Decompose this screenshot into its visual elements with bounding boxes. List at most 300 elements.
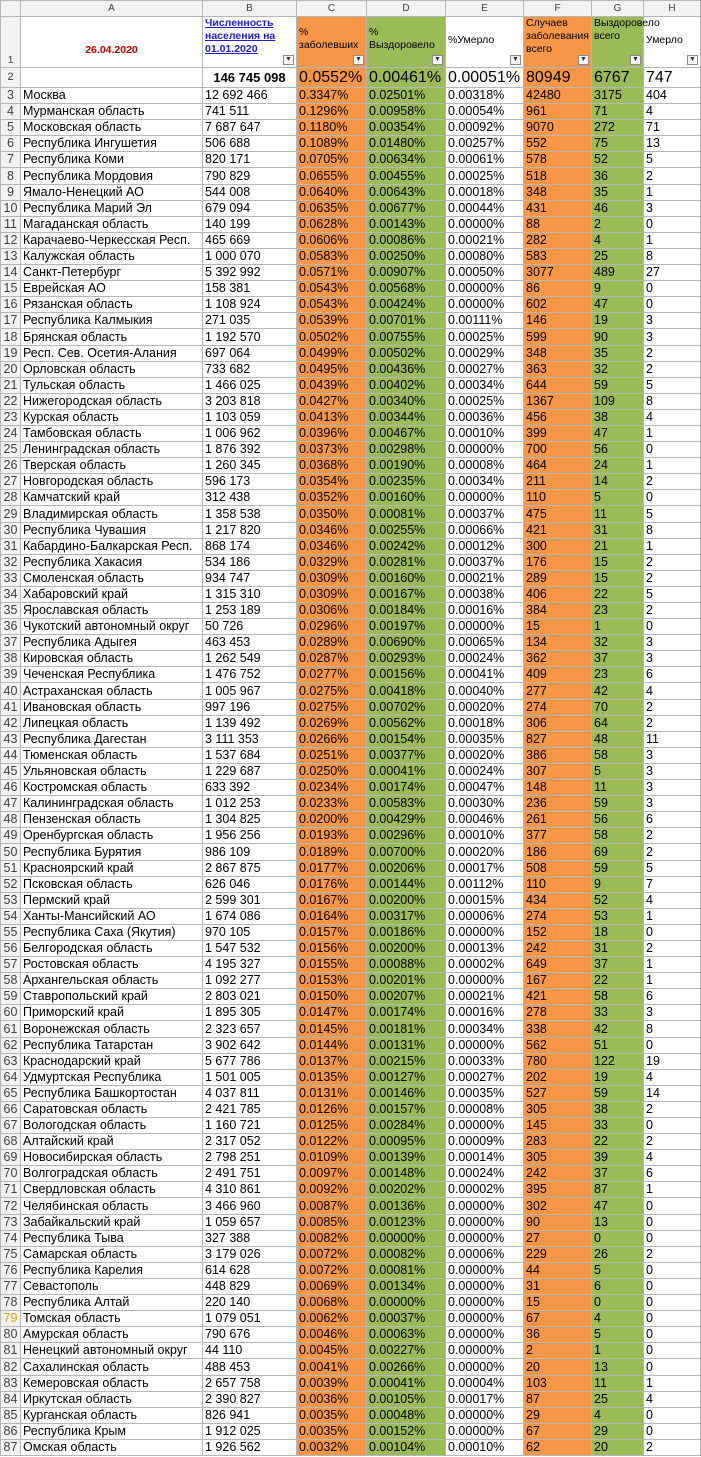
row-number[interactable]: 39	[1, 667, 21, 683]
row-number[interactable]: 78	[1, 1295, 21, 1311]
population-cell[interactable]: 4 195 327	[203, 957, 297, 973]
cases-cell[interactable]: 15	[524, 1295, 592, 1311]
region-name[interactable]: Мурманская область	[21, 104, 203, 120]
row-number[interactable]: 12	[1, 232, 21, 248]
population-cell[interactable]: 1 012 253	[203, 796, 297, 812]
population-cell[interactable]: 934 747	[203, 570, 297, 586]
population-cell[interactable]: 4 037 811	[203, 1085, 297, 1101]
population-cell[interactable]: 790 829	[203, 168, 297, 184]
pct-died-cell[interactable]: 0.00065%	[446, 635, 524, 651]
cases-cell[interactable]: 274	[524, 908, 592, 924]
population-cell[interactable]: 1 103 059	[203, 409, 297, 425]
pct-infected-cell[interactable]: 0.0131%	[297, 1085, 367, 1101]
cases-cell[interactable]: 599	[524, 329, 592, 345]
cases-cell[interactable]: 338	[524, 1021, 592, 1037]
recovered-cell[interactable]: 1	[592, 1343, 644, 1359]
cases-cell[interactable]: 90	[524, 1214, 592, 1230]
row-number[interactable]: 17	[1, 313, 21, 329]
pct-recovered-cell[interactable]: 0.00086%	[367, 232, 446, 248]
pct-recovered-cell[interactable]: 0.00284%	[367, 1118, 446, 1134]
died-cell[interactable]: 3	[644, 329, 701, 345]
died-cell[interactable]: 0	[644, 1198, 701, 1214]
recovered-cell[interactable]: 70	[592, 699, 644, 715]
pct-recovered-cell[interactable]: 0.00298%	[367, 442, 446, 458]
pct-infected-cell[interactable]: 0.0543%	[297, 297, 367, 313]
pct-infected-cell[interactable]: 0.0176%	[297, 876, 367, 892]
region-name[interactable]: Оренбургская область	[21, 828, 203, 844]
row-number[interactable]: 21	[1, 377, 21, 393]
region-name[interactable]: Кемеровская область	[21, 1375, 203, 1391]
died-cell[interactable]: 3	[644, 763, 701, 779]
died-cell[interactable]: 5	[644, 506, 701, 522]
row-number[interactable]: 61	[1, 1021, 21, 1037]
column-header-g[interactable]: G	[592, 1, 644, 17]
recovered-cell[interactable]: 35	[592, 184, 644, 200]
died-cell[interactable]: 1	[644, 1182, 701, 1198]
population-cell[interactable]: 3 203 818	[203, 393, 297, 409]
cases-cell[interactable]: 306	[524, 715, 592, 731]
died-cell[interactable]: 2	[644, 1246, 701, 1262]
died-cell[interactable]: 27	[644, 265, 701, 281]
row-number[interactable]: 38	[1, 651, 21, 667]
row-number[interactable]: 11	[1, 216, 21, 232]
recovered-cell[interactable]: 14	[592, 474, 644, 490]
died-cell[interactable]: 0	[644, 1327, 701, 1343]
recovered-cell[interactable]: 48	[592, 731, 644, 747]
pct-recovered-cell[interactable]: 0.00583%	[367, 796, 446, 812]
recovered-cell[interactable]: 47	[592, 1198, 644, 1214]
pct-died-cell[interactable]: 0.00015%	[446, 892, 524, 908]
pct-died-cell[interactable]: 0.00037%	[446, 506, 524, 522]
pct-died-cell[interactable]: 0.00014%	[446, 1150, 524, 1166]
recovered-cell[interactable]: 37	[592, 651, 644, 667]
region-name[interactable]: Орловская область	[21, 361, 203, 377]
dropdown-arrow-icon[interactable]: ▼	[432, 55, 443, 65]
pct-infected-cell[interactable]: 0.0352%	[297, 490, 367, 506]
pct-infected-cell[interactable]: 0.0499%	[297, 345, 367, 361]
died-cell[interactable]: 0	[644, 1278, 701, 1294]
pct-died-cell[interactable]: 0.00034%	[446, 474, 524, 490]
region-name[interactable]: Чеченская Республика	[21, 667, 203, 683]
row-number[interactable]: 79	[1, 1311, 21, 1327]
recovered-cell[interactable]: 11	[592, 1375, 644, 1391]
population-cell[interactable]: 2 798 251	[203, 1150, 297, 1166]
cases-cell[interactable]: 300	[524, 538, 592, 554]
pct-died-cell[interactable]: 0.00000%	[446, 1230, 524, 1246]
pct-recovered-cell[interactable]: 0.00088%	[367, 957, 446, 973]
row-number[interactable]: 87	[1, 1439, 21, 1455]
pct-recovered-cell[interactable]: 0.00148%	[367, 1166, 446, 1182]
died-cell[interactable]: 1	[644, 425, 701, 441]
region-name[interactable]: Республика Тыва	[21, 1230, 203, 1246]
pct-died-cell[interactable]: 0.00025%	[446, 393, 524, 409]
died-cell[interactable]: 2	[644, 345, 701, 361]
cases-cell[interactable]: 305	[524, 1150, 592, 1166]
region-name[interactable]: Республика Карелия	[21, 1262, 203, 1278]
pct-recovered-cell[interactable]: 0.00081%	[367, 506, 446, 522]
row-number[interactable]: 45	[1, 763, 21, 779]
cases-cell[interactable]: 88	[524, 216, 592, 232]
region-name[interactable]: Астраханская область	[21, 683, 203, 699]
total-cases[interactable]: 80949	[524, 68, 592, 88]
recovered-cell[interactable]: 32	[592, 635, 644, 651]
row-number[interactable]: 65	[1, 1085, 21, 1101]
died-cell[interactable]: 1	[644, 458, 701, 474]
region-name[interactable]: Иркутская область	[21, 1391, 203, 1407]
recovered-cell[interactable]: 4	[592, 1311, 644, 1327]
pct-infected-cell[interactable]: 0.0628%	[297, 216, 367, 232]
region-name[interactable]: Волгоградская область	[21, 1166, 203, 1182]
pct-recovered-cell[interactable]: 0.00502%	[367, 345, 446, 361]
region-name[interactable]: Московская область	[21, 120, 203, 136]
pct-infected-header[interactable]	[297, 17, 367, 68]
pct-died-cell[interactable]: 0.00018%	[446, 184, 524, 200]
pct-recovered-cell[interactable]: 0.00184%	[367, 603, 446, 619]
population-cell[interactable]: 465 669	[203, 232, 297, 248]
region-name[interactable]: Республика Марий Эл	[21, 200, 203, 216]
pct-infected-cell[interactable]: 0.0655%	[297, 168, 367, 184]
row-number[interactable]: 55	[1, 924, 21, 940]
died-cell[interactable]: 0	[644, 1423, 701, 1439]
cases-cell[interactable]: 176	[524, 554, 592, 570]
recovered-cell[interactable]: 56	[592, 812, 644, 828]
cases-cell[interactable]: 578	[524, 152, 592, 168]
population-cell[interactable]: 140 199	[203, 216, 297, 232]
region-name[interactable]: Вологодская область	[21, 1118, 203, 1134]
column-header-d[interactable]: D	[367, 1, 446, 17]
pct-infected-cell[interactable]: 0.0068%	[297, 1295, 367, 1311]
pct-infected-cell[interactable]: 0.0144%	[297, 1037, 367, 1053]
pct-recovered-cell[interactable]: 0.00354%	[367, 120, 446, 136]
pct-died-cell[interactable]: 0.00000%	[446, 924, 524, 940]
pct-recovered-cell[interactable]: 0.00227%	[367, 1343, 446, 1359]
row-number[interactable]: 43	[1, 731, 21, 747]
population-cell[interactable]: 626 046	[203, 876, 297, 892]
population-cell[interactable]: 220 140	[203, 1295, 297, 1311]
pct-died-cell[interactable]: 0.00010%	[446, 828, 524, 844]
pct-recovered-cell[interactable]: 0.00104%	[367, 1439, 446, 1455]
region-name[interactable]: Ненецкий автономный округ	[21, 1343, 203, 1359]
region-name[interactable]: Смоленская область	[21, 570, 203, 586]
died-cell[interactable]: 2	[644, 1439, 701, 1455]
recovered-cell[interactable]: 21	[592, 538, 644, 554]
pct-died-cell[interactable]: 0.00006%	[446, 908, 524, 924]
recovered-cell[interactable]: 39	[592, 1150, 644, 1166]
population-header[interactable]	[203, 17, 297, 68]
population-cell[interactable]: 534 186	[203, 554, 297, 570]
population-cell[interactable]: 1 006 962	[203, 425, 297, 441]
population-cell[interactable]: 1 926 562	[203, 1439, 297, 1455]
region-name[interactable]: Респ. Сев. Осетия-Алания	[21, 345, 203, 361]
pct-recovered-cell[interactable]: 0.00340%	[367, 393, 446, 409]
totals-empty-cell[interactable]	[21, 68, 203, 88]
row-number[interactable]: 59	[1, 989, 21, 1005]
row-number[interactable]: 52	[1, 876, 21, 892]
cases-cell[interactable]: 278	[524, 1005, 592, 1021]
cases-cell[interactable]: 305	[524, 1101, 592, 1117]
pct-died-cell[interactable]: 0.00257%	[446, 136, 524, 152]
pct-died-cell[interactable]: 0.00080%	[446, 248, 524, 264]
pct-infected-cell[interactable]: 0.0137%	[297, 1053, 367, 1069]
region-name[interactable]: Пермский край	[21, 892, 203, 908]
row-number[interactable]: 44	[1, 747, 21, 763]
row-number[interactable]: 49	[1, 828, 21, 844]
row-number[interactable]: 37	[1, 635, 21, 651]
recovered-cell[interactable]: 5	[592, 1327, 644, 1343]
died-cell[interactable]: 4	[644, 892, 701, 908]
pct-died-cell[interactable]: 0.00000%	[446, 1262, 524, 1278]
recovered-cell[interactable]: 0	[592, 1230, 644, 1246]
recovered-cell[interactable]: 53	[592, 908, 644, 924]
died-cell[interactable]: 2	[644, 699, 701, 715]
pct-recovered-cell[interactable]: 0.00041%	[367, 1375, 446, 1391]
row-number[interactable]: 51	[1, 860, 21, 876]
row-number[interactable]: 66	[1, 1101, 21, 1117]
pct-infected-cell[interactable]: 0.0069%	[297, 1278, 367, 1294]
pct-infected-cell[interactable]: 0.0092%	[297, 1182, 367, 1198]
died-cell[interactable]: 3	[644, 780, 701, 796]
region-name[interactable]: Республика Мордовия	[21, 168, 203, 184]
pct-recovered-cell[interactable]: 0.00235%	[367, 474, 446, 490]
report-date[interactable]: 26.04.2020	[21, 17, 203, 68]
recovered-cell[interactable]: 19	[592, 313, 644, 329]
recovered-cell[interactable]: 52	[592, 152, 644, 168]
cases-cell[interactable]: 302	[524, 1198, 592, 1214]
pct-infected-cell[interactable]: 0.0233%	[297, 796, 367, 812]
population-cell[interactable]: 3 179 026	[203, 1246, 297, 1262]
region-name[interactable]: Республика Коми	[21, 152, 203, 168]
recovered-cell[interactable]: 46	[592, 200, 644, 216]
pct-died-cell[interactable]: 0.00006%	[446, 1246, 524, 1262]
population-cell[interactable]: 596 173	[203, 474, 297, 490]
pct-infected-cell[interactable]: 0.0275%	[297, 699, 367, 715]
population-cell[interactable]: 3 902 642	[203, 1037, 297, 1053]
pct-recovered-cell[interactable]: 0.00167%	[367, 586, 446, 602]
cases-cell[interactable]: 211	[524, 474, 592, 490]
row-number[interactable]: 6	[1, 136, 21, 152]
pct-recovered-cell[interactable]: 0.00000%	[367, 1295, 446, 1311]
pct-died-cell[interactable]: 0.00047%	[446, 780, 524, 796]
pct-recovered-cell[interactable]: 0.00242%	[367, 538, 446, 554]
population-cell[interactable]: 5 392 992	[203, 265, 297, 281]
died-cell[interactable]: 8	[644, 393, 701, 409]
row-number[interactable]: 15	[1, 281, 21, 297]
row-number[interactable]: 74	[1, 1230, 21, 1246]
region-name[interactable]: Воронежская область	[21, 1021, 203, 1037]
pct-infected-cell[interactable]: 0.0157%	[297, 924, 367, 940]
pct-infected-cell[interactable]: 0.0571%	[297, 265, 367, 281]
recovered-cell[interactable]: 9	[592, 876, 644, 892]
pct-infected-cell[interactable]: 0.0046%	[297, 1327, 367, 1343]
population-cell[interactable]: 1 229 687	[203, 763, 297, 779]
cases-cell[interactable]: 145	[524, 1118, 592, 1134]
population-cell[interactable]: 2 599 301	[203, 892, 297, 908]
pct-recovered-cell[interactable]: 0.00174%	[367, 780, 446, 796]
row-number[interactable]: 19	[1, 345, 21, 361]
pct-recovered-cell[interactable]: 0.00202%	[367, 1182, 446, 1198]
cases-cell[interactable]: 146	[524, 313, 592, 329]
region-name[interactable]: Липецкая область	[21, 715, 203, 731]
cases-cell[interactable]: 508	[524, 860, 592, 876]
pct-recovered-cell[interactable]: 0.00201%	[367, 973, 446, 989]
pct-died-cell[interactable]: 0.00000%	[446, 1214, 524, 1230]
pct-infected-cell[interactable]: 0.0306%	[297, 603, 367, 619]
recovered-cell[interactable]: 4	[592, 232, 644, 248]
cases-cell[interactable]: 421	[524, 989, 592, 1005]
region-name[interactable]: Санкт-Петербург	[21, 265, 203, 281]
pct-recovered-cell[interactable]: 0.00402%	[367, 377, 446, 393]
dropdown-arrow-icon[interactable]: ▼	[578, 55, 589, 65]
cases-cell[interactable]: 464	[524, 458, 592, 474]
pct-infected-cell[interactable]: 0.0125%	[297, 1118, 367, 1134]
column-header-b[interactable]: B	[203, 1, 297, 17]
region-name[interactable]: Республика Ингушетия	[21, 136, 203, 152]
cases-cell[interactable]: 202	[524, 1069, 592, 1085]
pct-died-cell[interactable]: 0.00035%	[446, 1085, 524, 1101]
died-cell[interactable]: 404	[644, 88, 701, 104]
population-cell[interactable]: 1 358 538	[203, 506, 297, 522]
pct-infected-cell[interactable]: 0.0045%	[297, 1343, 367, 1359]
population-cell[interactable]: 1 005 967	[203, 683, 297, 699]
pct-infected-cell[interactable]: 0.1296%	[297, 104, 367, 120]
population-cell[interactable]: 1 466 025	[203, 377, 297, 393]
pct-died-cell[interactable]: 0.00061%	[446, 152, 524, 168]
region-name[interactable]: Калининградская область	[21, 796, 203, 812]
pct-recovered-cell[interactable]: 0.00181%	[367, 1021, 446, 1037]
cases-cell[interactable]: 27	[524, 1230, 592, 1246]
cases-cell[interactable]: 167	[524, 973, 592, 989]
cases-cell[interactable]: 780	[524, 1053, 592, 1069]
pct-recovered-cell[interactable]: 0.00157%	[367, 1101, 446, 1117]
died-cell[interactable]: 0	[644, 216, 701, 232]
died-cell[interactable]: 6	[644, 667, 701, 683]
population-cell[interactable]: 271 035	[203, 313, 297, 329]
pct-died-cell[interactable]: 0.00000%	[446, 1407, 524, 1423]
pct-infected-cell[interactable]: 0.0164%	[297, 908, 367, 924]
pct-died-cell[interactable]: 0.00024%	[446, 651, 524, 667]
region-name[interactable]: Тамбовская область	[21, 425, 203, 441]
region-name[interactable]: Владимирская область	[21, 506, 203, 522]
pct-recovered-cell[interactable]: 0.00215%	[367, 1053, 446, 1069]
died-cell[interactable]: 6	[644, 989, 701, 1005]
pct-died-cell[interactable]: 0.00092%	[446, 120, 524, 136]
pct-infected-cell[interactable]: 0.0041%	[297, 1359, 367, 1375]
died-header[interactable]	[644, 17, 701, 68]
population-cell[interactable]: 697 064	[203, 345, 297, 361]
row-number[interactable]: 82	[1, 1359, 21, 1375]
region-name[interactable]: Сахалинская область	[21, 1359, 203, 1375]
dropdown-arrow-icon[interactable]: ▼	[687, 55, 698, 65]
region-name[interactable]: Еврейская АО	[21, 281, 203, 297]
row-number[interactable]: 67	[1, 1118, 21, 1134]
died-cell[interactable]: 4	[644, 683, 701, 699]
recovered-cell[interactable]: 56	[592, 442, 644, 458]
row-number[interactable]: 41	[1, 699, 21, 715]
region-name[interactable]: Магаданская область	[21, 216, 203, 232]
recovered-cell[interactable]: 489	[592, 265, 644, 281]
cases-cell[interactable]: 87	[524, 1391, 592, 1407]
pct-infected-cell[interactable]: 0.0200%	[297, 812, 367, 828]
died-cell[interactable]: 2	[644, 1101, 701, 1117]
cases-cell[interactable]: 961	[524, 104, 592, 120]
cases-cell[interactable]: 283	[524, 1134, 592, 1150]
pct-recovered-cell[interactable]: 0.00200%	[367, 940, 446, 956]
pct-died-cell[interactable]: 0.00016%	[446, 1005, 524, 1021]
died-cell[interactable]: 2	[644, 828, 701, 844]
pct-infected-cell[interactable]: 0.0583%	[297, 248, 367, 264]
region-name[interactable]: Челябинская область	[21, 1198, 203, 1214]
died-cell[interactable]: 0	[644, 442, 701, 458]
cases-cell[interactable]: 62	[524, 1439, 592, 1455]
region-name[interactable]: Курская область	[21, 409, 203, 425]
recovered-cell[interactable]: 25	[592, 1391, 644, 1407]
pct-died-cell[interactable]: 0.00035%	[446, 731, 524, 747]
pct-recovered-cell[interactable]: 0.00677%	[367, 200, 446, 216]
recovered-cell[interactable]: 24	[592, 458, 644, 474]
recovered-cell[interactable]: 22	[592, 586, 644, 602]
died-cell[interactable]: 0	[644, 619, 701, 635]
pct-recovered-cell[interactable]: 0.00467%	[367, 425, 446, 441]
pct-died-cell[interactable]: 0.00318%	[446, 88, 524, 104]
cases-cell[interactable]: 282	[524, 232, 592, 248]
total-died[interactable]: 747	[644, 68, 701, 88]
pct-recovered-cell[interactable]: 0.00154%	[367, 731, 446, 747]
region-name[interactable]: Псковская область	[21, 876, 203, 892]
region-name[interactable]: Тульская область	[21, 377, 203, 393]
population-cell[interactable]: 970 105	[203, 924, 297, 940]
pct-recovered-cell[interactable]: 0.00127%	[367, 1069, 446, 1085]
recovered-cell[interactable]: 122	[592, 1053, 644, 1069]
recovered-cell[interactable]: 9	[592, 281, 644, 297]
row-number[interactable]: 57	[1, 957, 21, 973]
population-cell[interactable]: 44 110	[203, 1343, 297, 1359]
pct-recovered-cell[interactable]: 0.00266%	[367, 1359, 446, 1375]
pct-infected-cell[interactable]: 0.0309%	[297, 586, 367, 602]
population-cell[interactable]: 1 092 277	[203, 973, 297, 989]
cases-cell[interactable]: 456	[524, 409, 592, 425]
recovered-cell[interactable]: 33	[592, 1118, 644, 1134]
recovered-cell[interactable]: 18	[592, 924, 644, 940]
cases-cell[interactable]: 527	[524, 1085, 592, 1101]
population-cell[interactable]: 463 453	[203, 635, 297, 651]
pct-recovered-cell[interactable]: 0.00958%	[367, 104, 446, 120]
pct-recovered-header[interactable]	[367, 17, 446, 68]
region-name[interactable]: Калужская область	[21, 248, 203, 264]
died-cell[interactable]: 3	[644, 200, 701, 216]
died-cell[interactable]: 0	[644, 1295, 701, 1311]
pct-recovered-cell[interactable]: 0.00139%	[367, 1150, 446, 1166]
region-name[interactable]: Республика Татарстан	[21, 1037, 203, 1053]
cases-cell[interactable]: 552	[524, 136, 592, 152]
total-pct-recovered[interactable]: 0.00461%	[367, 68, 446, 88]
population-cell[interactable]: 1 501 005	[203, 1069, 297, 1085]
population-cell[interactable]: 2 491 751	[203, 1166, 297, 1182]
pct-infected-cell[interactable]: 0.0373%	[297, 442, 367, 458]
population-cell[interactable]: 488 453	[203, 1359, 297, 1375]
died-cell[interactable]: 2	[644, 361, 701, 377]
cases-cell[interactable]: 134	[524, 635, 592, 651]
cases-cell[interactable]: 386	[524, 747, 592, 763]
pct-recovered-cell[interactable]: 0.00418%	[367, 683, 446, 699]
pct-died-cell[interactable]: 0.00000%	[446, 297, 524, 313]
population-cell[interactable]: 1 253 189	[203, 603, 297, 619]
row-number[interactable]: 16	[1, 297, 21, 313]
recovered-cell[interactable]: 47	[592, 425, 644, 441]
pct-infected-cell[interactable]: 0.0346%	[297, 522, 367, 538]
pct-recovered-cell[interactable]: 0.00105%	[367, 1391, 446, 1407]
pct-died-cell[interactable]: 0.00046%	[446, 812, 524, 828]
pct-recovered-cell[interactable]: 0.01480%	[367, 136, 446, 152]
